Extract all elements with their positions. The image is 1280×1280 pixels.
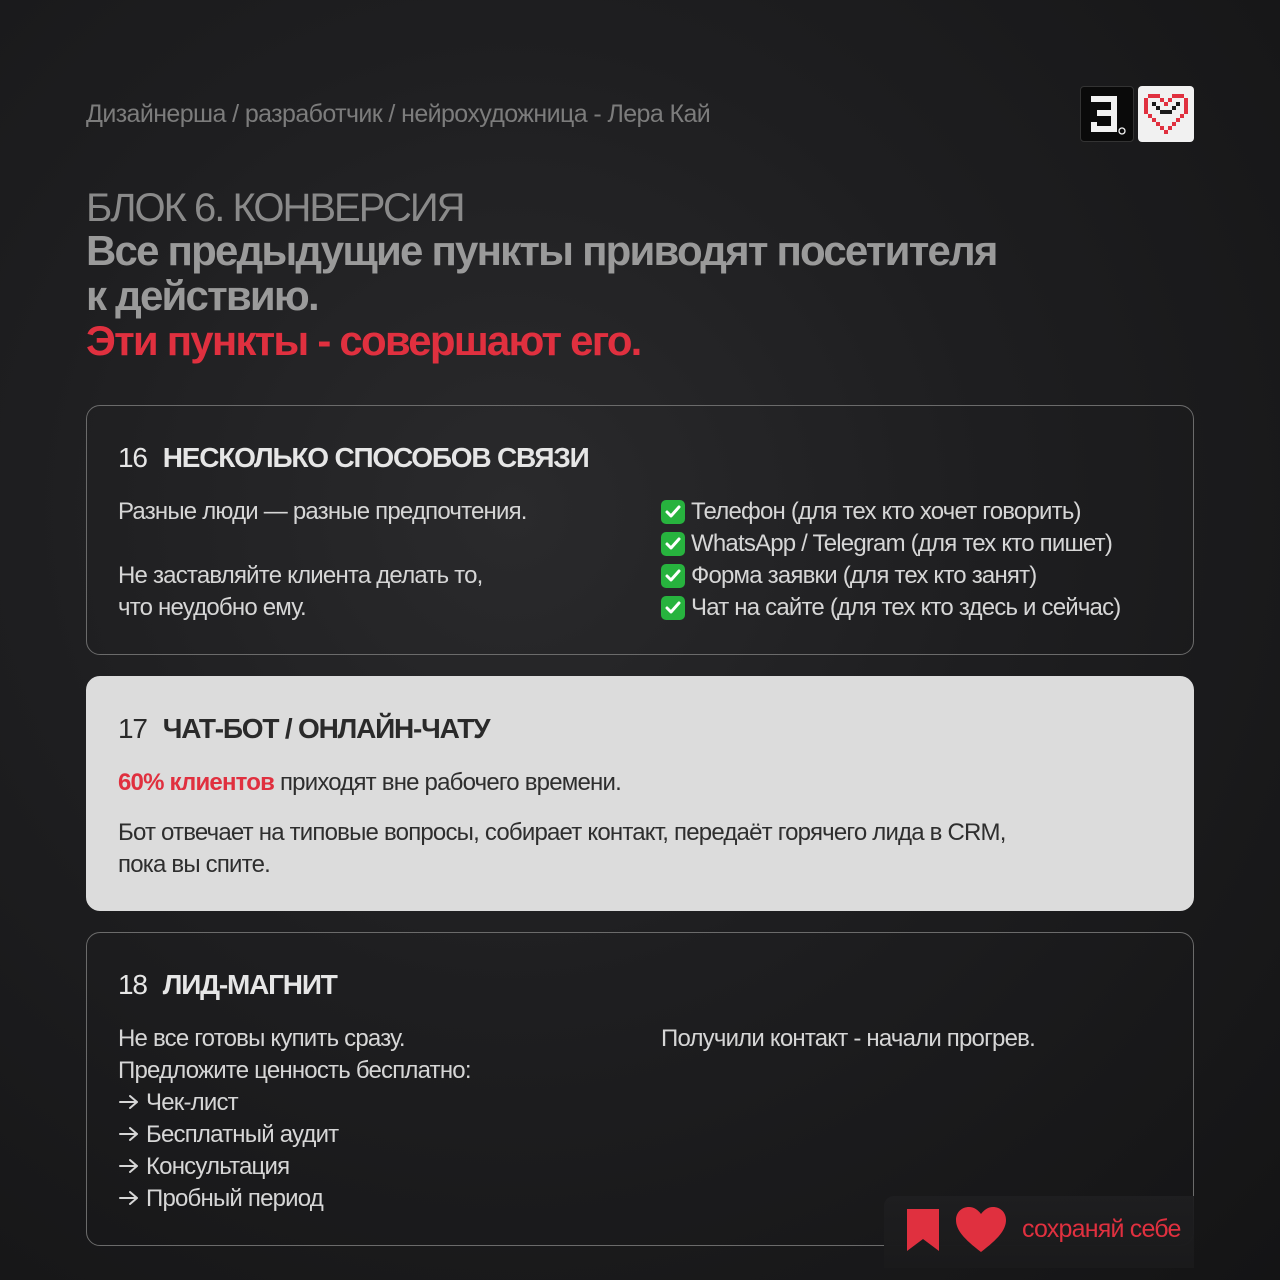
number-three-icon bbox=[1080, 86, 1134, 142]
list-item bbox=[661, 528, 1121, 560]
card-number: 18 bbox=[118, 969, 147, 1000]
arrow-right-icon bbox=[118, 1087, 140, 1119]
list-item bbox=[118, 1183, 471, 1215]
check-mark-icon bbox=[661, 500, 685, 524]
card-number: 16 bbox=[118, 442, 147, 473]
list-item bbox=[118, 1119, 471, 1151]
save-label[interactable]: сохраняй себе bbox=[1022, 1215, 1181, 1243]
card-text bbox=[118, 560, 483, 624]
text-line: Бот отвечает на типовые вопросы, собирает контакт, передаёт горячего лида в CRM, bbox=[118, 819, 1006, 846]
arrow-right-icon bbox=[118, 1119, 140, 1151]
text-line: Предложите ценность бесплатно: bbox=[118, 1057, 471, 1084]
arrow-right-icon bbox=[118, 1151, 140, 1183]
list-item-label: WhatsApp / Telegram (для тех кто пишет) bbox=[691, 530, 1113, 557]
stat-text: приходят вне рабочего времени. bbox=[274, 769, 621, 796]
headline bbox=[86, 228, 1086, 318]
list-item-label: Чек-лист bbox=[146, 1089, 238, 1116]
list-item bbox=[118, 1087, 471, 1119]
block-label: БЛОК 6. КОНВЕРСИЯ bbox=[86, 186, 464, 230]
card-contact-methods bbox=[86, 405, 1194, 655]
card-text: Разные люди — разные предпочтения. bbox=[118, 498, 527, 525]
card-title bbox=[118, 969, 337, 1001]
list-item bbox=[661, 496, 1121, 528]
card-chat-bot bbox=[86, 676, 1194, 911]
text-line: пока вы спите. bbox=[118, 851, 270, 878]
check-mark-icon bbox=[661, 532, 685, 556]
text-line: Не заставляйте клиента делать то, bbox=[118, 562, 483, 589]
list-item-label: Пробный период bbox=[146, 1185, 323, 1212]
card-heading: ЧАТ-БОТ / ОНЛАЙН-ЧАТУ bbox=[162, 713, 490, 744]
card-heading: НЕСКОЛЬКО СПОСОБОВ СВЯЗИ bbox=[162, 442, 589, 473]
card-text bbox=[118, 817, 1006, 881]
card-text: Получили контакт - начали прогрев. bbox=[661, 1025, 1035, 1052]
text-line: что неудобно ему. bbox=[118, 594, 306, 621]
author-caption: Дизайнерша / разработчик / нейрохудожница - Лера Кай bbox=[86, 100, 711, 128]
brand-logo bbox=[1080, 86, 1194, 142]
text-line: Не все готовы купить сразу. bbox=[118, 1025, 405, 1052]
list-item bbox=[118, 1151, 471, 1183]
list-item-label: Бесплатный аудит bbox=[146, 1121, 339, 1148]
arrow-right-icon bbox=[118, 1183, 140, 1215]
lead-magnet-list bbox=[118, 1023, 471, 1215]
heart-icon[interactable] bbox=[954, 1206, 1008, 1259]
list-item-label: Телефон (для тех кто хочет говорить) bbox=[691, 498, 1081, 525]
card-number: 17 bbox=[118, 713, 147, 744]
check-mark-icon bbox=[661, 564, 685, 588]
headline-line: Все предыдущие пункты приводят посетителя bbox=[86, 227, 997, 274]
list-item bbox=[661, 560, 1121, 592]
list-item-label: Форма заявки (для тех кто занят) bbox=[691, 562, 1037, 589]
check-mark-icon bbox=[661, 596, 685, 620]
list-item-label: Консультация bbox=[146, 1153, 290, 1180]
headline-accent: Эти пункты - совершают его. bbox=[86, 317, 641, 364]
pixel-heart-icon bbox=[1138, 86, 1194, 142]
bookmark-icon[interactable] bbox=[904, 1206, 942, 1259]
stat-highlight: 60% клиентов bbox=[118, 769, 275, 796]
stat-line bbox=[118, 767, 621, 799]
list-item-label: Чат на сайте (для тех кто здесь и сейчас) bbox=[691, 594, 1121, 621]
headline-line: к действию. bbox=[86, 272, 318, 319]
card-heading: ЛИД-МАГНИТ bbox=[162, 969, 337, 1000]
list-item bbox=[661, 592, 1121, 624]
contact-methods-list bbox=[661, 496, 1121, 624]
card-title bbox=[118, 442, 589, 474]
card-title bbox=[118, 713, 489, 745]
